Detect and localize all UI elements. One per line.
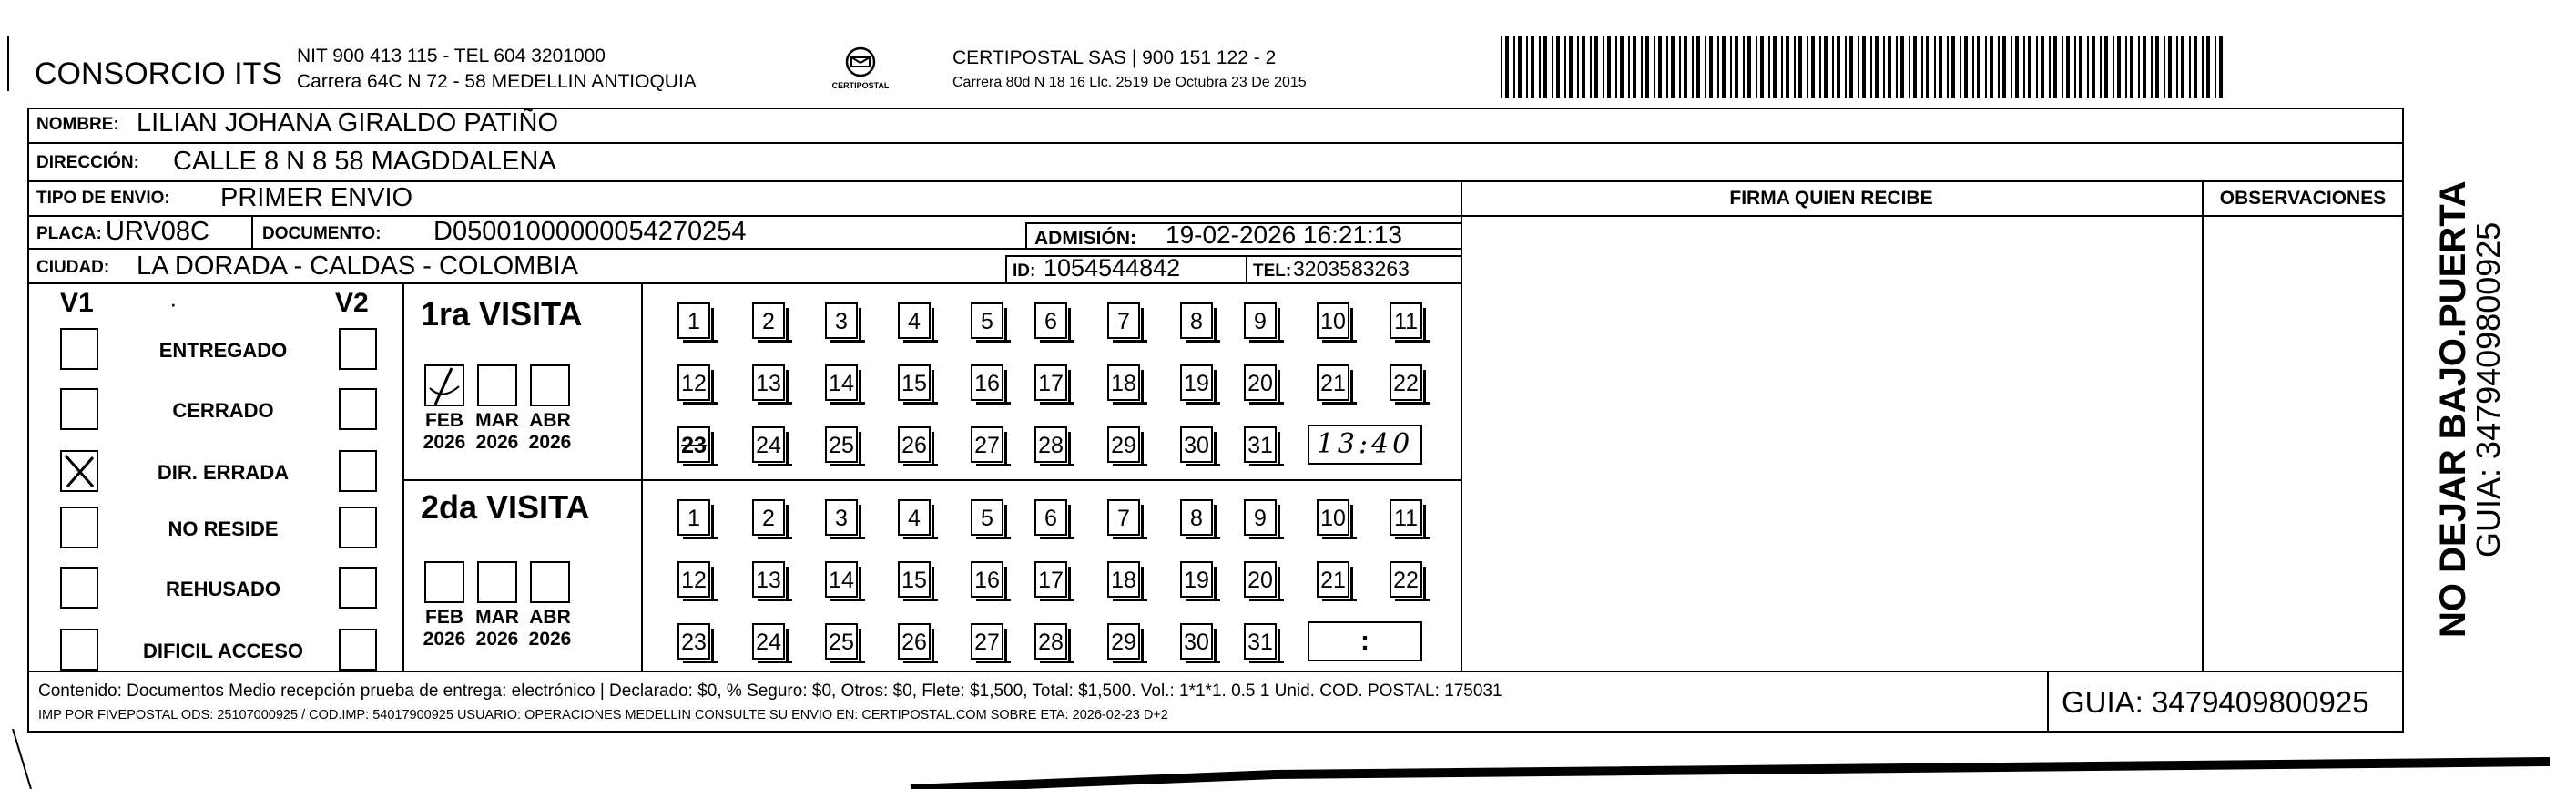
visit2-day-box[interactable]: 7 xyxy=(1107,499,1140,536)
visit2-day-box[interactable]: 27 xyxy=(971,623,1003,660)
visit1-day-box[interactable]: 11 xyxy=(1390,302,1422,339)
visit2-month-label: FEB xyxy=(425,607,463,628)
visit2-day-box[interactable]: 12 xyxy=(677,561,710,598)
side-guia: GUIA: 3479409800925 xyxy=(2469,221,2507,558)
footer-content-line: Contenido: Documentos Medio recepción prueba de entrega: electrónico | Declarado: $0, % Seguro: $0, Otros: $0, Flete: $1,500, Total: $1,500. Vol.: 1*1*1. 0.5 1 Unid. COD. POSTAL: 175031 xyxy=(38,681,1502,701)
footer-print-line: IMP POR FIVEPOSTAL ODS: 25107000925 / COD.IMP: 54017900925 USUARIO: OPERACIONES MEDELLIN CONSULTE SU ENVIO EN: CERTIPOSTAL.COM SOBRE ETA: 2026-02-23 D+2 xyxy=(38,708,1168,722)
status-label: CERRADO xyxy=(172,399,274,422)
visit1-year-label: 2026 xyxy=(475,432,519,453)
company-name: CONSORCIO ITS xyxy=(35,56,283,91)
visit1-day-box[interactable]: 5 xyxy=(971,302,1003,339)
visit2-day-box[interactable]: 10 xyxy=(1317,499,1349,536)
status-label: NO RESIDE xyxy=(168,517,279,540)
visit2-day-box[interactable]: 18 xyxy=(1107,561,1140,598)
visit1-day-box[interactable]: 29 xyxy=(1107,426,1140,463)
visit2-day-box[interactable]: 15 xyxy=(898,561,931,598)
visit2-year-label: 2026 xyxy=(528,629,572,650)
footer-guia: GUIA: 3479409800925 xyxy=(2062,685,2369,719)
visit2-day-box[interactable]: 28 xyxy=(1034,623,1067,660)
visit1-month-label: FEB xyxy=(425,410,463,431)
status-label: DIR. ERRADA xyxy=(157,461,290,484)
visit2-day-box[interactable]: 6 xyxy=(1034,499,1067,536)
visit2-time-box[interactable]: : xyxy=(1308,621,1422,661)
status-label: REHUSADO xyxy=(166,578,280,600)
v1-heading: V1 xyxy=(60,288,94,318)
direccion-label: DIRECCIÓN: xyxy=(36,153,139,172)
documento-value: D05001000000054270254 xyxy=(433,217,747,246)
visit2-day-box[interactable]: 14 xyxy=(825,561,858,598)
visit2-day-box[interactable]: 16 xyxy=(971,561,1003,598)
visit2-day-box[interactable]: 2 xyxy=(752,499,785,536)
certipostal-logo-text: CERTIPOSTAL xyxy=(831,81,890,90)
visit1-month-label: ABR xyxy=(529,410,571,431)
visit1-day-box[interactable]: 19 xyxy=(1180,364,1213,401)
id-label: ID: xyxy=(1013,261,1036,281)
id-value: 1054544842 xyxy=(1044,254,1181,282)
visit1-day-box[interactable]: 28 xyxy=(1034,426,1067,463)
visit2-day-box[interactable]: 5 xyxy=(971,499,1003,536)
ciudad-value: LA DORADA - CALDAS - COLOMBIA xyxy=(137,251,579,281)
visit1-day-box[interactable]: 24 xyxy=(752,426,785,463)
certipostal-name: CERTIPOSTAL SAS | 900 151 122 - 2 xyxy=(952,47,1277,68)
visit2-day-box[interactable]: 25 xyxy=(825,623,858,660)
visit1-day-box[interactable]: 1 xyxy=(677,302,710,339)
status-label: DIFICIL ACCESO xyxy=(142,640,303,662)
visit2-day-box[interactable]: 30 xyxy=(1180,623,1213,660)
admision-label: ADMISIÓN: xyxy=(1034,228,1136,249)
certipostal-address: Carrera 80d N 18 16 Llc. 2519 De Octubra 23 De 2015 xyxy=(952,75,1307,90)
visit1-day-box[interactable]: 9 xyxy=(1244,302,1277,339)
visit1-year-label: 2026 xyxy=(423,432,466,453)
visit2-title: 2da VISITA xyxy=(421,488,590,526)
side-no-dejar: NO DEJAR BAJO.PUERTA xyxy=(2433,180,2473,638)
visit1-day-box[interactable]: 13 xyxy=(752,364,785,401)
tipo-envio-value: PRIMER ENVIO xyxy=(220,183,413,212)
visit2-month-label: ABR xyxy=(529,607,571,628)
ciudad-label: CIUDAD: xyxy=(36,258,110,277)
visit1-day-box[interactable]: 30 xyxy=(1180,426,1213,463)
visit2-month-label: MAR xyxy=(475,607,519,628)
firma-heading: FIRMA QUIEN RECIBE xyxy=(1729,188,1933,209)
visit1-year-label: 2026 xyxy=(528,432,572,453)
tel-value: 3203583263 xyxy=(1293,257,1410,281)
visit2-year-label: 2026 xyxy=(475,629,519,650)
visit1-day-box[interactable]: 2 xyxy=(752,302,785,339)
visit1-day-box[interactable]: 3 xyxy=(825,302,858,339)
tipo-envio-label: TIPO DE ENVIO: xyxy=(36,189,170,208)
visit1-day-box[interactable]: 14 xyxy=(825,364,858,401)
visit2-day-box[interactable]: 21 xyxy=(1317,561,1349,598)
placa-value: URV08C xyxy=(106,217,209,246)
visit1-month-label: MAR xyxy=(475,410,519,431)
visit1-day-box[interactable]: 18 xyxy=(1107,364,1140,401)
visit2-day-box[interactable]: 9 xyxy=(1244,499,1277,536)
visit1-day-box[interactable]: 6 xyxy=(1034,302,1067,339)
visit1-time-box[interactable]: 13:40 xyxy=(1308,425,1422,465)
visit2-day-box[interactable]: 26 xyxy=(898,623,931,660)
visit1-day-box[interactable]: 23 xyxy=(677,426,710,463)
admision-value: 19-02-2026 16:21:13 xyxy=(1166,220,1402,249)
visit2-day-box[interactable]: 1 xyxy=(677,499,710,536)
nombre-value: LILIAN JOHANA GIRALDO PATIÑO xyxy=(137,108,559,138)
visit2-day-box[interactable]: 22 xyxy=(1390,561,1422,598)
visit1-day-box[interactable]: 21 xyxy=(1317,364,1349,401)
visit2-day-box[interactable]: 4 xyxy=(898,499,931,536)
visit1-day-box[interactable]: 10 xyxy=(1317,302,1349,339)
visit2-day-box[interactable]: 3 xyxy=(825,499,858,536)
visit1-day-box[interactable]: 8 xyxy=(1180,302,1213,339)
visit1-day-box[interactable]: 4 xyxy=(898,302,931,339)
visit1-day-box[interactable]: 31 xyxy=(1244,426,1277,463)
visit1-day-box[interactable]: 16 xyxy=(971,364,1003,401)
v2-heading: V2 xyxy=(335,288,369,318)
visit2-day-box[interactable]: 29 xyxy=(1107,623,1140,660)
visit1-day-box[interactable]: 22 xyxy=(1390,364,1422,401)
nombre-label: NOMBRE: xyxy=(36,115,119,134)
visit1-title: 1ra VISITA xyxy=(421,295,583,333)
visit1-day-box[interactable]: 17 xyxy=(1034,364,1067,401)
visit1-day-box[interactable]: 26 xyxy=(898,426,931,463)
visit2-day-box[interactable]: 23 xyxy=(677,623,710,660)
visit1-day-box[interactable]: 20 xyxy=(1244,364,1277,401)
visit2-day-box[interactable]: 24 xyxy=(752,623,785,660)
visit1-day-box[interactable]: 27 xyxy=(971,426,1003,463)
tel-label: TEL: xyxy=(1253,261,1292,281)
visit2-year-label: 2026 xyxy=(423,629,466,650)
visit2-day-box[interactable]: 19 xyxy=(1180,561,1213,598)
visit1-day-box[interactable]: 7 xyxy=(1107,302,1140,339)
dot-mark: · xyxy=(169,290,178,317)
company-nit-tel: NIT 900 413 115 - TEL 604 3201000 xyxy=(297,46,606,67)
visit2-day-box[interactable]: 8 xyxy=(1180,499,1213,536)
visit2-day-box[interactable]: 20 xyxy=(1244,561,1277,598)
direccion-value: CALLE 8 N 8 58 MAGDDALENA xyxy=(173,147,556,176)
visit1-day-box[interactable]: 25 xyxy=(825,426,858,463)
visit2-day-box[interactable]: 31 xyxy=(1244,623,1277,660)
status-label: ENTREGADO xyxy=(158,339,288,362)
documento-label: DOCUMENTO: xyxy=(262,224,382,243)
visit2-day-box[interactable]: 17 xyxy=(1034,561,1067,598)
visit1-day-box[interactable]: 12 xyxy=(677,364,710,401)
visit1-day-box[interactable]: 15 xyxy=(898,364,931,401)
company-address: Carrera 64C N 72 - 58 MEDELLIN ANTIOQUIA xyxy=(297,71,697,92)
observaciones-heading: OBSERVACIONES xyxy=(2219,188,2387,209)
visit2-day-box[interactable]: 11 xyxy=(1390,499,1422,536)
placa-label: PLACA: xyxy=(36,224,102,243)
visit2-day-box[interactable]: 13 xyxy=(752,561,785,598)
